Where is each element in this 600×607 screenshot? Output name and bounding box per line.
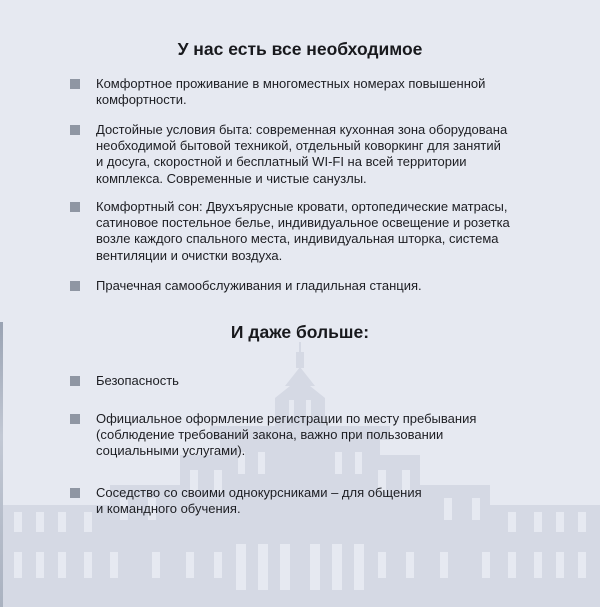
section-heading-more: И даже больше:	[230, 322, 370, 342]
square-bullet-icon	[70, 376, 80, 386]
square-bullet-icon	[70, 488, 80, 498]
section-heading-amenities: У нас есть все необходимое	[177, 39, 423, 59]
list-item-text: Комфортное проживание в многоместных номерах повышенной комфортности.	[96, 76, 486, 108]
list-item-text: Комфортный сон: Двухъярусные кровати, ортопедические матрасы, сатиновое постельное белье, индивидуальное освещение и розетка возле каждого спального места, индивидуальная шторка, система вентиляции и очистки воздуха.	[96, 199, 510, 263]
square-bullet-icon	[70, 125, 80, 135]
list-item-text: Безопасность	[96, 373, 179, 388]
square-bullet-icon	[70, 202, 80, 212]
list-item-text: Официальное оформление регистрации по месту пребывания (соблюдение требований закона, важно при пользовании социальными услугами).	[96, 411, 477, 459]
square-bullet-icon	[70, 281, 80, 291]
left-photo-strip	[0, 322, 3, 607]
list-item-text: Соседство со своими однокурсниками – для общения и командного обучения.	[96, 485, 422, 517]
list-item-text: Прачечная самообслуживания и гладильная станция.	[96, 278, 422, 293]
square-bullet-icon	[70, 79, 80, 89]
square-bullet-icon	[70, 414, 80, 424]
list-item-text: Достойные условия быта: современная кухонная зона оборудована необходимой бытовой техникой, отдельный коворкинг для занятий и досуга, скоростной и бесплатный WI-FI на всей территории комплекса. Современные и чистые санузлы.	[96, 122, 508, 186]
